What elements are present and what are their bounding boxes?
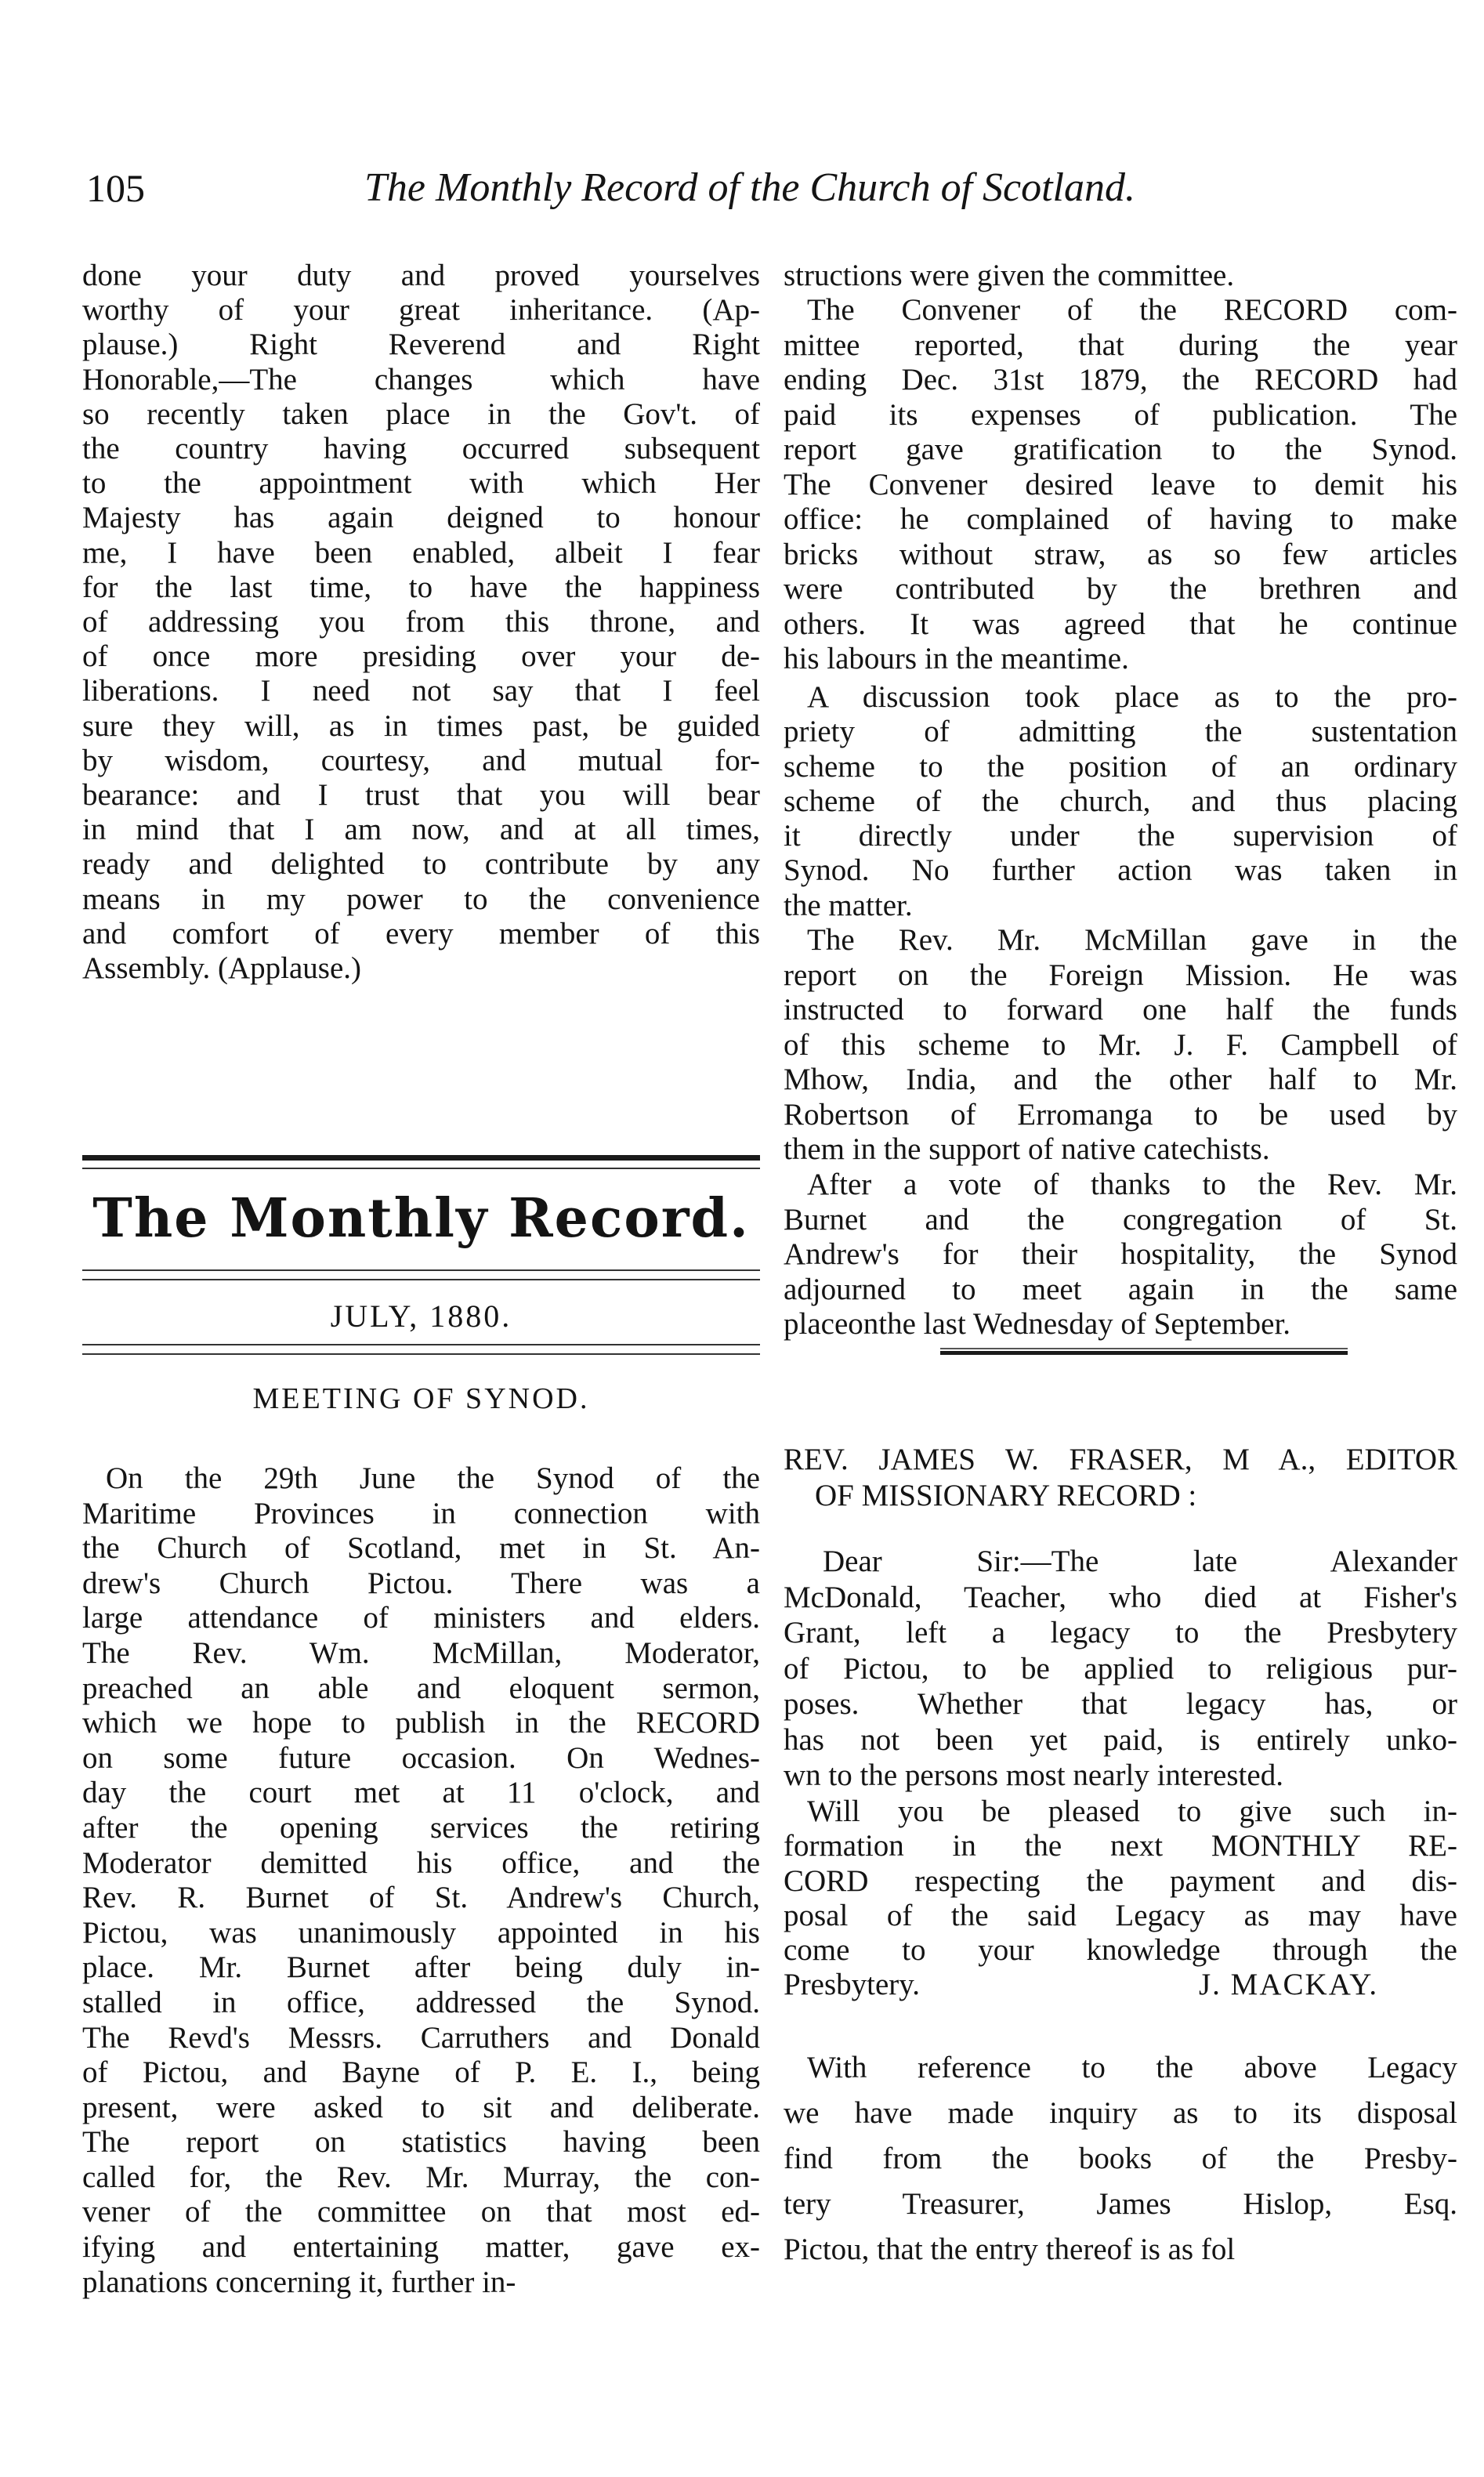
text-line: for the last time, to have the happiness [82, 570, 760, 604]
text-line: the matter. [784, 888, 913, 922]
text-line: report on the Foreign Mission. He was [784, 958, 1457, 992]
text-line: large attendance of ministers and elders. [82, 1601, 760, 1635]
text-line: The report on statistics having been [82, 2125, 760, 2160]
text-line: them in the support of native catechists. [784, 1132, 1270, 1166]
text-line: has not been yet paid, is entirely unko- [784, 1722, 1457, 1757]
text-line: On the 29th June the Synod of the [106, 1461, 760, 1495]
text-line: formation in the next MONTHLY RE- [784, 1829, 1457, 1863]
synod-paragraph [82, 1461, 760, 2300]
text-line: tery Treasurer, James Hislop, Esq. [784, 2187, 1457, 2221]
text-line: The Revd's Messrs. Carruthers and Donald [82, 2020, 760, 2055]
text-line: scheme of the church, and thus placing [784, 784, 1457, 818]
text-line: adjourned to meet again in the same [784, 1272, 1457, 1306]
text-line: stalled in office, addressed the Synod. [82, 1985, 760, 2019]
text-line: wn to the persons most nearly interested. [784, 1758, 1283, 1792]
text-line: of this scheme to Mr. J. F. Campbell of [784, 1027, 1457, 1062]
text-line: posal of the said Legacy as may have [784, 1898, 1457, 1932]
running-title: The Monthly Record of the Church of Scotland. [364, 165, 1135, 210]
letter-signature: J. MACKAY. [1199, 1968, 1379, 2001]
text-line: Pictou, was unanimously appointed in his [82, 1915, 760, 1950]
text-line: means in my power to the convenience [82, 882, 760, 916]
masthead-rule-bottom-2 [82, 1279, 760, 1280]
text-line: Burnet and the congregation of St. [784, 1202, 1457, 1237]
page-header [86, 161, 1418, 223]
text-line: Majesty has again deigned to honour [82, 501, 760, 535]
text-line: others. It was agreed that he continue [784, 607, 1457, 641]
text-line: it directly under the supervision of [784, 819, 1457, 853]
text-line: mittee reported, that during the year [784, 328, 1457, 362]
dateline-rule-1 [82, 1344, 760, 1345]
text-line: of addressing you from this throne, and [82, 605, 760, 639]
text-line: so recently taken place in the Gov't. of [82, 397, 760, 431]
text-line: the country having occurred subsequent [82, 432, 760, 466]
text-line: preached an able and eloquent sermon, [82, 1671, 760, 1705]
text-line: Will you be pleased to give such in- [807, 1794, 1457, 1828]
text-line: in mind that I am now, and at all times, [82, 813, 760, 847]
text-line: structions were given the committee. [784, 259, 1235, 292]
text-line: after the opening services the retiring [82, 1810, 760, 1845]
text-line: McDonald, Teacher, who died at Fisher's [784, 1580, 1457, 1614]
text-line: ending Dec. 31st 1879, the RECORD had [784, 363, 1457, 397]
masthead-rule-top-thin [82, 1168, 760, 1169]
text-line: Honorable,—The changes which have [82, 362, 760, 397]
masthead-rule-top [82, 1155, 760, 1161]
text-line: Grant, left a legacy to the Presbytery [784, 1616, 1457, 1650]
text-line: of once more presiding over your de- [82, 639, 760, 674]
text-line: priety of admitting the sustentation [784, 715, 1457, 749]
dateline-rule-2 [82, 1353, 760, 1355]
text-line: Maritime Provinces in connection with [82, 1496, 760, 1530]
discussion-paragraph [784, 680, 1457, 923]
text-line: present, were asked to sit and deliberate. [82, 2090, 760, 2124]
text-line: and comfort of every member of this [82, 916, 760, 951]
text-line: paid its expenses of publication. The [784, 397, 1457, 432]
text-line: planations concerning it, further in- [82, 2265, 516, 2299]
text-line: done your duty and proved yourselves [82, 259, 760, 292]
text-line: called for, the Rev. Mr. Murray, the con- [82, 2160, 760, 2194]
text-line: place. Mr. Burnet after being duly in- [82, 1950, 760, 1985]
text-line: bricks without straw, as so few articles [784, 537, 1457, 571]
text-line: The Rev. Mr. McMillan gave in the [807, 923, 1457, 957]
letter-heading [784, 1442, 1457, 1514]
text-line: A discussion took place as to the pro- [807, 680, 1457, 714]
text-line: Pictou, that the entry thereof is as fol [784, 2233, 1236, 2266]
text-line: Presbytery. [784, 1968, 921, 2002]
text-line: Mhow, India, and the other half to Mr. [784, 1063, 1457, 1096]
text-line: vener of the committee on that most ed- [82, 2195, 760, 2229]
text-line: The Convener desired leave to demit his [784, 467, 1457, 502]
closing-paragraph [784, 1168, 1457, 1342]
text-line: on some future occasion. On Wednes- [82, 1740, 760, 1775]
text-line: REV. JAMES W. FRASER, M A., EDITOR [784, 1443, 1457, 1476]
section-title: MEETING OF SYNOD. [252, 1382, 590, 1415]
text-line: me, I have been enabled, albeit I fear [82, 535, 760, 570]
text-line: CORD respecting the payment and dis- [784, 1863, 1457, 1898]
letter-body [784, 1544, 1457, 1794]
text-line: of Pictou, and Bayne of P. E. I., being [82, 2055, 760, 2090]
text-line: scheme to the position of an ordinary [784, 749, 1457, 784]
text-line: Synod. No further action was taken in [784, 853, 1457, 888]
text-line: by wisdom, courtesy, and mutual for- [82, 743, 760, 777]
text-line: come to your knowledge through the [784, 1933, 1457, 1968]
masthead: The Monthly Record. [92, 1187, 750, 1250]
text-line: The Rev. Wm. McMillan, Moderator, [82, 1635, 760, 1670]
text-line: to the appointment with which Her [82, 466, 760, 501]
record-report [784, 293, 1457, 677]
text-line: Assembly. (Applause.) [82, 951, 361, 986]
text-line: we have made inquiry as to its disposal [784, 2096, 1457, 2130]
text-line: which we hope to publish in the RECORD [82, 1706, 760, 1740]
text-line: sure they will, as in times past, be guided [82, 708, 760, 743]
text-line: ifying and entertaining matter, gave ex- [82, 2230, 760, 2265]
text-line: office: he complained of having to make [784, 502, 1457, 536]
opening-paragraph [82, 259, 760, 986]
text-line: After a vote of thanks to the Rev. Mr. [807, 1168, 1457, 1201]
text-line: his labours in the meantime. [784, 642, 1129, 675]
text-line: plause.) Right Reverend and Right [82, 328, 760, 362]
text-line: Robertson of Erromanga to be used by [784, 1097, 1457, 1132]
text-line: find from the books of the Presby- [784, 2142, 1457, 2175]
text-line: Dear Sir:—The late Alexander [823, 1545, 1457, 1578]
text-line: Rev. R. Burnet of St. Andrew's Church, [82, 1881, 760, 1915]
foreign-mission-paragraph [784, 923, 1457, 1168]
dateline: JULY, 1880. [330, 1298, 512, 1334]
text-line: OF MISSIONARY RECORD : [815, 1479, 1197, 1512]
text-line: were contributed by the brethren and [784, 572, 1457, 606]
text-line: placeonthe last Wednesday of September. [784, 1307, 1291, 1341]
text-line: Andrew's for their hospitality, the Synod [784, 1237, 1457, 1271]
text-line: worthy of your great inheritance. (Ap- [82, 293, 760, 328]
editor-reply [784, 2045, 1457, 2272]
section-ornament [940, 1348, 1348, 1359]
page-number: 105 [86, 166, 145, 210]
text-line: With reference to the above Legacy [807, 2051, 1457, 2084]
text-line: the Church of Scotland, met in St. An- [82, 1531, 760, 1566]
synod-continued [784, 259, 1457, 293]
text-line: instructed to forward one half the funds [784, 993, 1457, 1027]
text-line: day the court met at 11 o'clock, and [82, 1776, 760, 1810]
text-line: ready and delighted to contribute by any [82, 847, 760, 882]
text-line: Moderator demitted his office, and the [82, 1845, 760, 1880]
text-line: The Convener of the RECORD com- [807, 293, 1457, 327]
text-line: drew's Church Pictou. There was a [82, 1566, 760, 1600]
text-line: of Pictou, to be applied to religious pur- [784, 1651, 1457, 1686]
text-line: liberations. I need not say that I feel [82, 674, 760, 708]
masthead-rule-bottom [82, 1269, 760, 1271]
text-line: bearance: and I trust that you will bear [82, 778, 760, 813]
text-line: report gave gratification to the Synod. [784, 433, 1457, 466]
text-line: poses. Whether that legacy has, or [784, 1687, 1457, 1721]
